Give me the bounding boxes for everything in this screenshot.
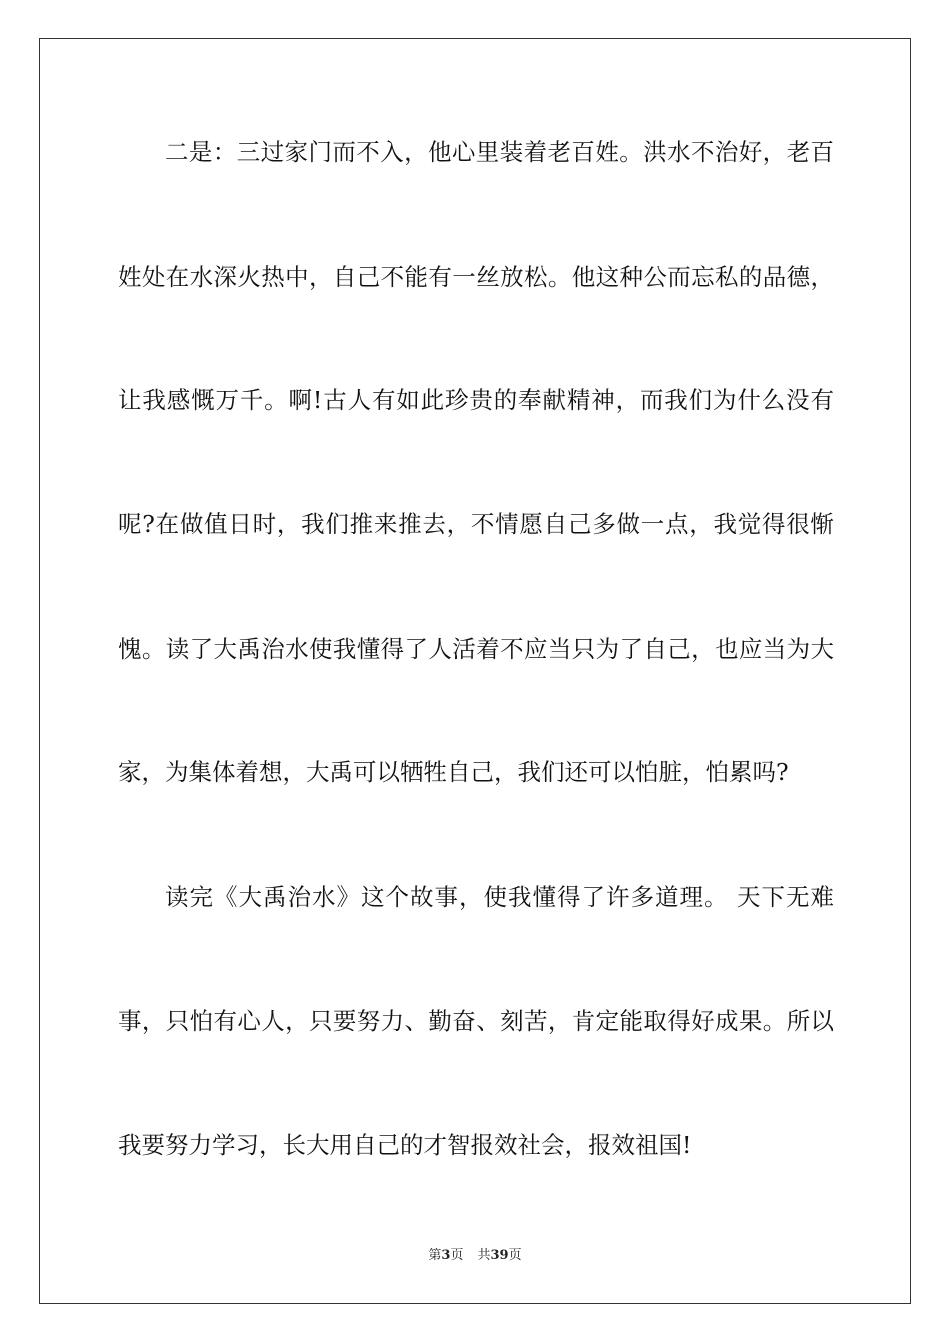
paragraph-line: 二是：三过家门而不入，他心里装着老百姓。洪水不治好，老百	[165, 138, 834, 166]
page-number: 3	[441, 1248, 451, 1263]
page-suffix: 页	[450, 1248, 464, 1263]
paragraph-line: 我要努力学习，长大用自己的才智报效社会，报效祖国!	[118, 1131, 692, 1159]
total-pages: 39	[490, 1248, 509, 1263]
paragraph-line: 让我感慨万千。啊!古人有如此珍贵的奉献精神，而我们为什么没有	[118, 386, 834, 414]
paragraph-line: 家，为集体着想，大禹可以牺牲自己，我们还可以怕脏，怕累吗?	[118, 758, 789, 786]
paragraph-line: 事，只怕有心人，只要努力、勤奋、刻苦，肯定能取得好成果。所以	[118, 1007, 834, 1035]
total-suffix: 页	[508, 1248, 522, 1263]
paragraph-line: 愧。读了大禹治水使我懂得了人活着不应当只为了自己，也应当为大	[118, 635, 834, 663]
total-prefix: 共	[477, 1248, 491, 1263]
paragraph-line: 读完《大禹治水》这个故事，使我懂得了许多道理。 天下无难	[165, 883, 834, 911]
paragraph-line: 姓处在水深火热中，自己不能有一丝放松。他这种公而忘私的品德，	[118, 263, 834, 291]
page-footer	[0, 1247, 950, 1265]
page-border	[39, 38, 911, 1304]
page-prefix: 第	[428, 1248, 442, 1263]
paragraph-line: 呢?在做值日时，我们推来推去，不情愿自己多做一点，我觉得很惭	[118, 510, 834, 538]
